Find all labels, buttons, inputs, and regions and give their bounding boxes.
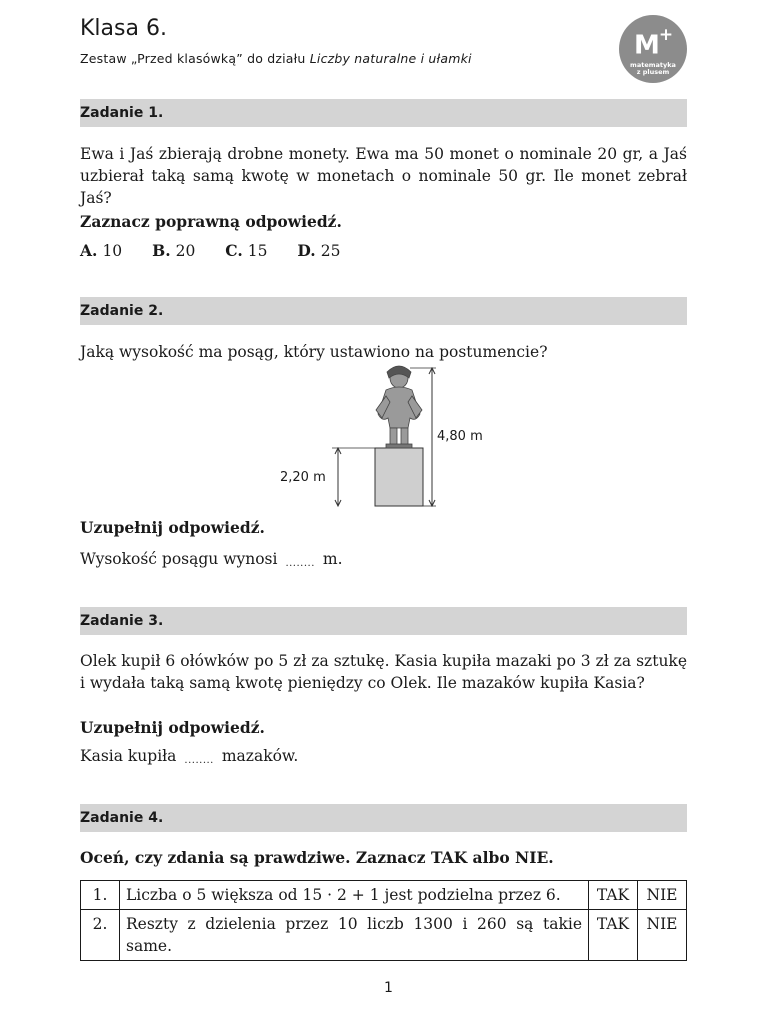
pedestal-block (375, 448, 423, 506)
row-statement: Reszty z dzielenia przez 10 liczb 1300 i 260 są takie same. (120, 910, 589, 961)
task-3-instruction: Uzupełnij odpowiedź. (80, 718, 265, 737)
option-a[interactable]: A. 10 (80, 241, 123, 260)
task-2-text: Jaką wysokość ma posąg, który ustawiono na postumencie? (80, 343, 548, 361)
statue-diagram (270, 362, 500, 510)
task-4-title: Zadanie 4. (80, 810, 164, 826)
page-number: 1 (384, 980, 393, 996)
task-3-text: Olek kupił 6 ołówków po 5 zł za sztukę. Kasia kupiła mazaki po 3 zł za sztukę i wydała taką samą kwotę pieniędzy co Olek. Ile mazaków kupiła Kasia? (80, 652, 687, 692)
task-1-options (80, 240, 365, 262)
brand-logo (619, 15, 687, 83)
yes-option[interactable]: TAK (589, 881, 638, 910)
row-number: 1. (81, 881, 120, 910)
statue-figure (376, 366, 422, 448)
option-c[interactable]: C. 15 (225, 241, 268, 260)
subtitle-topic: Liczby naturalne i ułamki (309, 51, 472, 66)
task-3-answer-prefix: Kasia kupiła (80, 747, 177, 765)
task-1-header (80, 99, 687, 127)
task-2-answer-line (80, 548, 687, 575)
task-2-answer-prefix: Wysokość posągu wynosi (80, 550, 278, 568)
true-false-table (80, 880, 687, 961)
task-3-title: Zadanie 3. (80, 613, 164, 629)
task-3-answer-line (80, 745, 687, 772)
row-number: 2. (81, 910, 120, 961)
task-2-title: Zadanie 2. (80, 303, 164, 319)
row-statement: Liczba o 5 większa od 15 · 2 + 1 jest podzielna przez 6. (120, 881, 589, 910)
task-2-answer-blank[interactable]: ........ (285, 558, 315, 569)
table-row (81, 910, 687, 961)
task-2-answer-suffix: m. (322, 550, 343, 568)
page-title: Klasa 6. (80, 16, 167, 41)
option-b[interactable]: B. 20 (152, 241, 196, 260)
task-3-answer-suffix: mazaków. (221, 747, 299, 765)
task-4-instruction: Oceń, czy zdania są prawdziwe. Zaznacz TAK albo NIE. (80, 848, 554, 867)
task-2-instruction: Uzupełnij odpowiedź. (80, 518, 265, 537)
total-height-label: 4,80 m (437, 429, 483, 444)
logo-mark: M+ (633, 25, 673, 61)
task-4-header (80, 804, 687, 832)
task-2-header (80, 297, 687, 325)
logo-line-2: z plusem (636, 67, 670, 76)
logo-line-1: matematyka (630, 60, 676, 69)
subtitle-prefix: Zestaw „Przed klasówką” do działu (80, 51, 306, 66)
task-3-header (80, 607, 687, 635)
no-option[interactable]: NIE (638, 910, 687, 961)
yes-option[interactable]: TAK (589, 910, 638, 961)
task-1-text: Ewa i Jaś zbierają drobne monety. Ewa ma 50 monet o nominale 20 gr, a Jaś uzbierał taką samą kwotę w monetach o nominale 50 gr. Ile monet zebrał Jaś? (80, 145, 687, 207)
task-1-title: Zadanie 1. (80, 105, 164, 121)
page-subtitle (80, 51, 472, 66)
pedestal-height-label: 2,20 m (280, 470, 326, 485)
option-d[interactable]: D. 25 (297, 241, 341, 260)
table-row (81, 881, 687, 910)
task-3-answer-blank[interactable]: ........ (184, 755, 214, 766)
no-option[interactable]: NIE (638, 881, 687, 910)
task-1-instruction: Zaznacz poprawną odpowiedź. (80, 212, 342, 231)
